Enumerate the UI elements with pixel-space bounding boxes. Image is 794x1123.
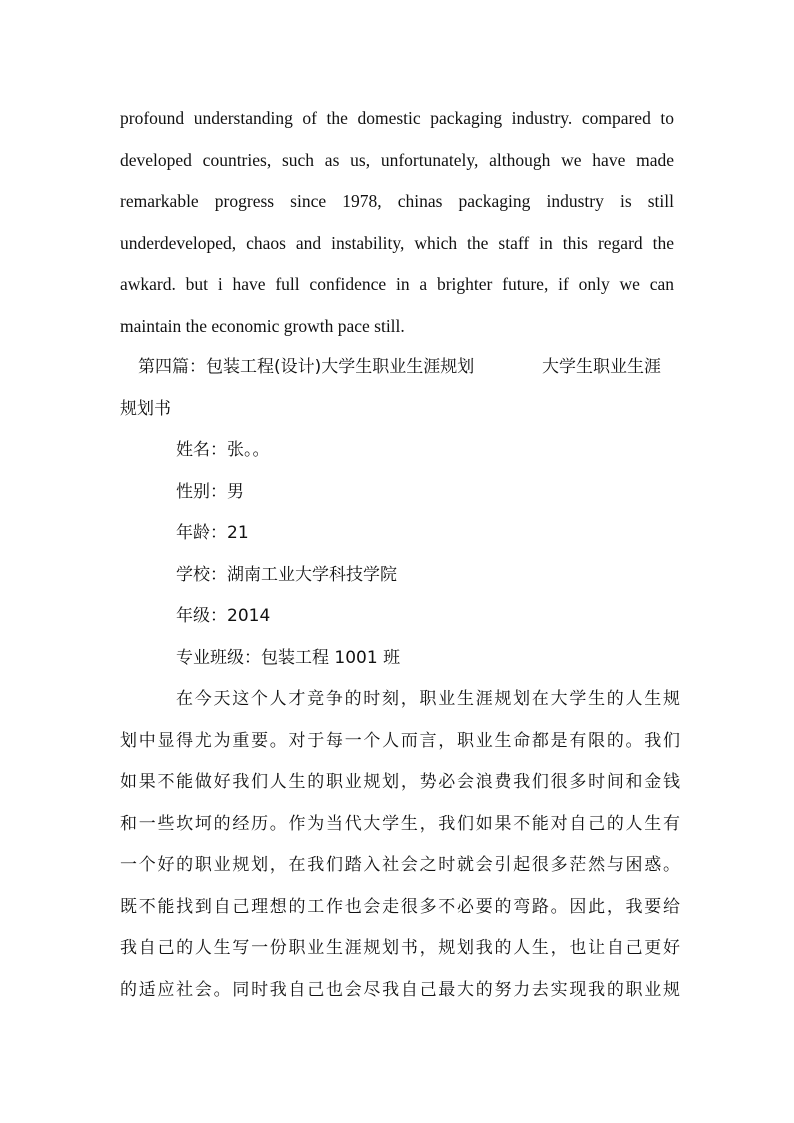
english-paragraph-line: profound understanding of the domestic packaging industry. compared to [120,108,674,128]
english-paragraph-line: remarkable progress since 1978, chinas packaging industry is still [120,191,674,211]
profile-age: 年龄：21 [176,523,249,543]
chinese-paragraph-line: 一个好的职业规划，在我们踏入社会之时就会引起很多茫然与困惑。 [120,855,680,875]
profile-grade: 年级：2014 [176,606,271,626]
chinese-paragraph-line: 我自己的人生写一份职业生涯规划书，规划我的人生，也让自己更好 [120,938,680,958]
chinese-paragraph-line: 如果不能做好我们人生的职业规划，势必会浪费我们很多时间和金钱 [120,772,680,792]
english-paragraph-line: developed countries, such as us, unfortunately, although we have made [120,150,674,170]
profile-major-class: 专业班级：包装工程 1001 班 [176,648,401,668]
english-paragraph-line: maintain the economic growth pace still. [120,316,405,336]
english-paragraph-line: awkard. but i have full confidence in a brighter future, if only we can [120,274,674,294]
chinese-paragraph-line: 划中显得尤为重要。对于每一个人而言，职业生命都是有限的。我们 [120,731,680,751]
section-heading-part1: 第四篇：包装工程(设计)大学生职业生涯规划 [138,357,475,377]
english-paragraph-line: underdeveloped, chaos and instability, which the staff in this regard the [120,233,674,253]
profile-name: 姓名：张。。 [176,440,270,460]
chinese-paragraph-line: 的适应社会。同时我自己也会尽我自己最大的努力去实现我的职业规 [120,980,680,1000]
profile-school: 学校：湖南工业大学科技学院 [176,565,397,585]
profile-gender: 性别：男 [176,482,244,502]
chinese-paragraph-line: 和一些坎坷的经历。作为当代大学生，我们如果不能对自己的人生有 [120,814,680,834]
chinese-paragraph-line: 在今天这个人才竞争的时刻，职业生涯规划在大学生的人生规 [176,689,680,709]
chinese-paragraph-line: 既不能找到自己理想的工作也会走很多不必要的弯路。因此，我要给 [120,897,680,917]
section-heading-part2: 大学生职业生涯 [542,357,661,377]
section-heading-part3: 规划书 [120,399,171,419]
